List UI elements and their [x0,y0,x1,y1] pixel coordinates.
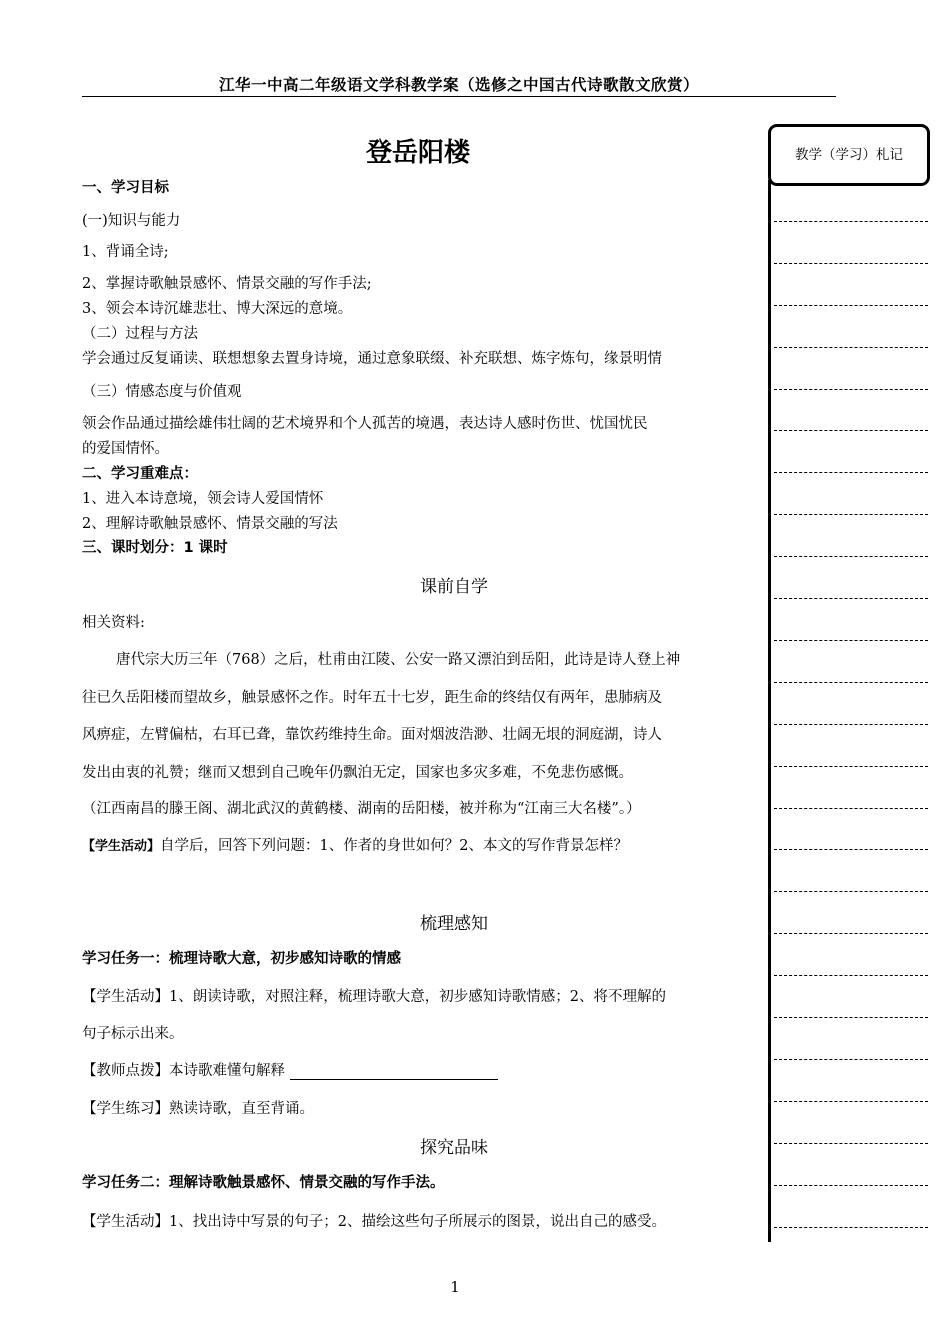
preview-heading: 课前自学 [420,577,488,597]
perception-activity-line-2: 句子标示出来。 [82,1026,184,1042]
objective-item-3: 3、领会本诗沉雄悲壮、博大深远的意境。 [82,301,353,317]
lesson-title: 登岳阳楼 [365,138,470,168]
notes-dashed-line [774,221,928,222]
objectives-sub-knowledge: (一)知识与能力 [82,213,181,229]
notes-dashed-line [774,808,928,809]
notes-dashed-line [774,933,928,934]
teacher-tip [82,1059,498,1080]
student-practice-text: 熟读诗歌，直至背诵。 [169,1101,314,1117]
notes-dashed-line [774,1185,928,1186]
notes-column-header [768,124,930,186]
emotion-text-1: 领会作品通过描绘雄伟壮阔的艺术境界和个人孤苦的境遇，表达诗人感时伤世、忧国忧民 [82,416,648,432]
notes-dashed-line [774,640,928,641]
notes-dashed-line [774,1101,928,1102]
task-one: 学习任务一：梳理诗歌大意，初步感知诗歌的情感 [82,951,401,967]
schedule-heading: 三、课时划分：1 课时 [82,540,228,556]
notes-dashed-line [774,724,928,725]
notes-dashed-line [774,849,928,850]
notes-dashed-line [774,430,928,431]
notes-dashed-line [774,682,928,683]
notes-dashed-line [774,472,928,473]
notes-dashed-line [774,556,928,557]
notes-dashed-line [774,975,928,976]
material-para-line-2: 往已久岳阳楼而望故乡，触景感怀之作。时年五十七岁，距生命的终结仅有两年，患肺病及 [82,690,662,706]
perception-heading: 梳理感知 [420,914,488,934]
objective-item-1: 1、背诵全诗; [82,244,169,260]
notes-dashed-line [774,263,928,264]
notes-dashed-line [774,305,928,306]
objectives-heading: 一、学习目标 [82,180,169,196]
page-number: 1 [450,1278,460,1296]
difficulty-item-1: 1、进入本诗意境，领会诗人爱国情怀 [82,491,324,507]
difficulty-heading: 二、学习重难点： [82,466,198,482]
notes-dashed-line [774,389,928,390]
notes-dashed-line [774,766,928,767]
notes-column-border [768,180,771,1242]
notes-dashed-line [774,1227,928,1228]
material-para-line-3: 风痹症，左臂偏枯，右耳已聋，靠饮药维持生命。面对烟波浩渺、壮阔无垠的洞庭湖，诗人 [82,727,662,743]
preview-activity [82,834,628,855]
document-header: 江华一中高二年级语文学科教学案（选修之中国古代诗歌散文欣赏） [82,74,836,97]
notes-dashed-line [774,1017,928,1018]
notes-label: 教学（学习）札记 [795,147,903,163]
perception-activity-line-1: 【学生活动】1、朗读诗歌，对照注释，梳理诗歌大意，初步感知诗歌情感；2、将不理解的 [82,989,666,1005]
material-label: 相关资料: [82,615,145,631]
answer-blank[interactable] [290,1065,498,1080]
notes-dashed-line [774,1143,928,1144]
objective-item-2: 2、掌握诗歌触景感怀、情景交融的写作手法; [82,276,372,292]
notes-dashed-line [774,891,928,892]
task-two: 学习任务二：理解诗歌触景感怀、情景交融的写作手法。 [82,1175,445,1191]
notes-dashed-line [774,347,928,348]
material-note: （江西南昌的滕王阁、湖北武汉的黄鹤楼、湖南的岳阳楼，被并称为“江南三大名楼”。） [82,801,641,817]
student-activity-tag: 【学生活动】 [82,839,161,854]
explore-activity: 【学生活动】1、找出诗中写景的句子；2、描绘这些句子所展示的图景，说出自己的感受。 [82,1214,666,1230]
material-para-line-1: 唐代宗大历三年（768）之后，杜甫由江陵、公安一路又漂泊到岳阳，此诗是诗人登上神 [116,652,681,668]
objectives-sub-method: （二）过程与方法 [82,326,198,342]
notes-dashed-line [774,514,928,515]
material-para-line-4: 发出由衷的礼赞；继而又想到自己晚年仍飘泊无定，国家也多灾多难，不免悲伤感慨。 [82,765,633,781]
method-text: 学会通过反复诵读、联想想象去置身诗境，通过意象联缀、补充联想、炼字炼句，缘景明情 [82,351,662,367]
notes-dashed-line [774,598,928,599]
teacher-tip-tag: 【教师点拨】 [82,1063,169,1079]
teacher-tip-text: 本诗歌难懂句解释 [169,1063,285,1079]
student-practice [82,1097,314,1118]
preview-activity-text: 自学后，回答下列问题：1、作者的身世如何？2、本文的写作背景怎样？ [160,838,628,854]
difficulty-item-2: 2、理解诗歌触景感怀、情景交融的写法 [82,516,338,532]
emotion-text-2: 的爱国情怀。 [82,441,169,457]
notes-dashed-line [774,1059,928,1060]
explore-heading: 探究品味 [420,1138,488,1158]
objectives-sub-emotion: （三）情感态度与价值观 [82,384,242,400]
student-practice-tag: 【学生练习】 [82,1101,169,1117]
